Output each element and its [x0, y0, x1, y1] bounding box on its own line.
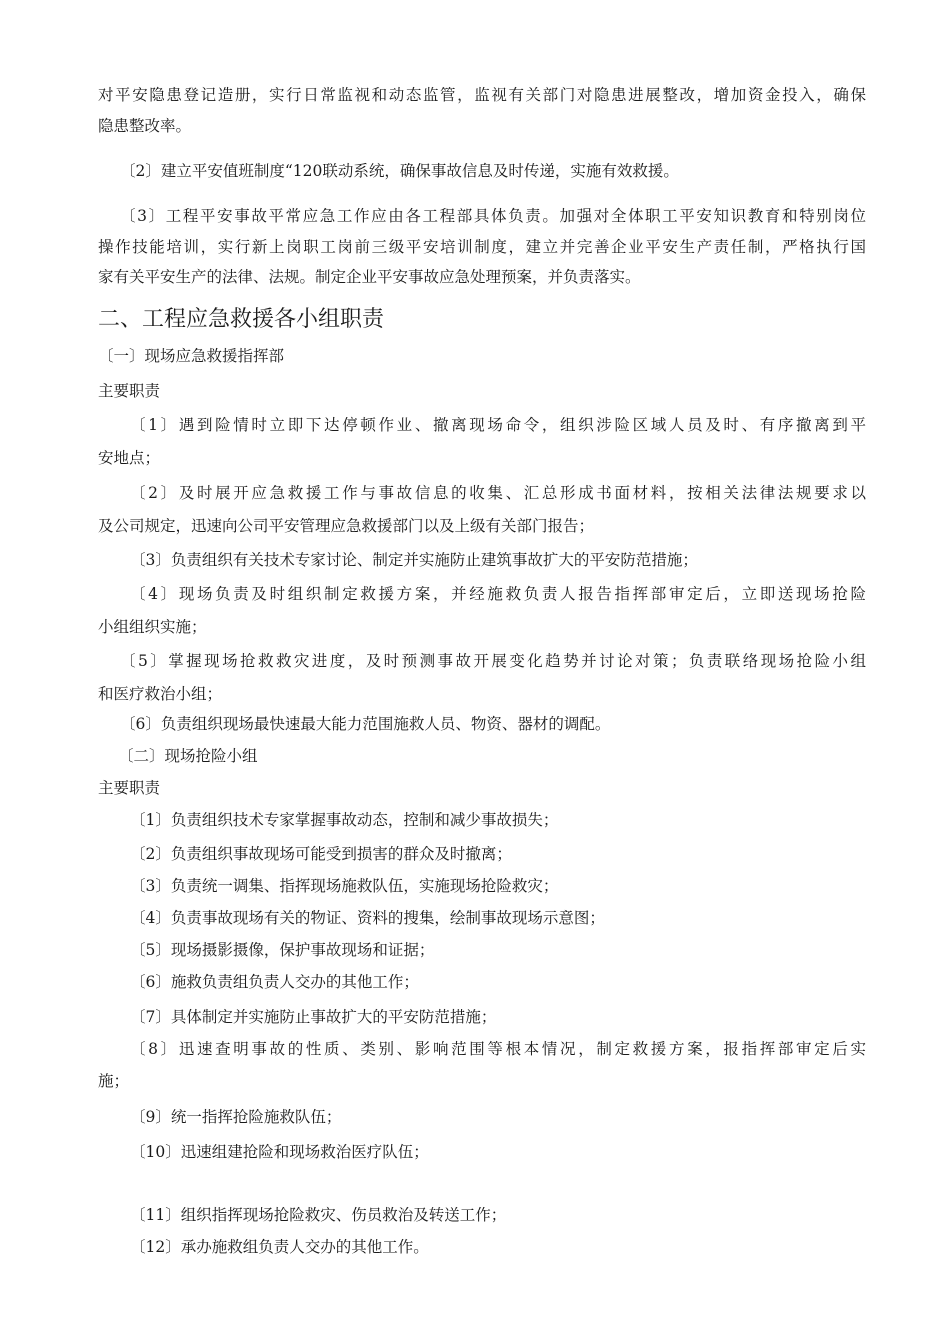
group1-item-5-line-1: 〔5〕掌握现场抢救救灾进度，及时预测事故开展变化趋势并讨论对策；负责联络现场抢险小组 [120, 652, 866, 670]
group1-item-6: 〔6〕负责组织现场最快速最大能力范围施救人员、物资、器材的调配。 [120, 715, 611, 733]
intro-paragraph-2: 〔2〕建立平安值班制度“120联动系统，确保事故信息及时传递，实施有效救援。 [120, 162, 679, 180]
group2-item-8-line-2: 施； [98, 1072, 130, 1090]
intro-paragraph-3-line-3: 家有关平安生产的法律、法规。制定企业平安事故应急处理预案，并负责落实。 [98, 268, 641, 286]
group2-subtitle: 主要职责 [98, 779, 161, 797]
intro-paragraph-1-line-2: 隐患整改率。 [98, 117, 192, 135]
group1-item-2-line-1: 〔2〕及时展开应急救援工作与事故信息的收集、汇总形成书面材料，按相关法律法规要求以 [130, 484, 866, 502]
group2-item-12: 〔12〕承办施救组负责人交办的其他工作。 [130, 1238, 429, 1256]
group2-item-8-line-1: 〔8〕迅速查明事故的性质、类别、影响范围等根本情况，制定救援方案，报指挥部审定后实 [130, 1040, 866, 1058]
group1-subtitle: 主要职责 [98, 382, 161, 400]
group2-item-7: 〔7〕具体制定并实施防止事故扩大的平安防范措施； [130, 1008, 497, 1026]
intro-paragraph-3-line-1: 〔3〕工程平安事故平常应急工作应由各工程部具体负责。加强对全体职工平安知识教育和特别岗位 [120, 207, 866, 225]
group2-item-9: 〔9〕统一指挥抢险施救队伍； [130, 1108, 342, 1126]
group2-item-1: 〔1〕负责组织技术专家掌握事故动态，控制和减少事故损失； [130, 811, 559, 829]
group2-item-10: 〔10〕迅速组建抢险和现场救治医疗队伍； [130, 1143, 429, 1161]
intro-paragraph-1-line-1: 对平安隐患登记造册，实行日常监视和动态监管，监视有关部门对隐患进展整改，增加资金投入，确保 [98, 86, 866, 104]
intro-paragraph-3-line-2: 操作技能培训，实行新上岗职工岗前三级平安培训制度，建立并完善企业平安生产责任制，严格执行国 [98, 238, 866, 256]
group2-item-6: 〔6〕施救负责组负责人交办的其他工作； [130, 973, 419, 991]
group1-item-4-line-2: 小组组织实施； [98, 618, 207, 636]
group2-item-2: 〔2〕负责组织事故现场可能受到损害的群众及时撤离； [130, 845, 512, 863]
group2-title: 〔二〕现场抢险小组 [118, 747, 258, 765]
group1-item-4-line-1: 〔4〕现场负责及时组织制定救援方案，并经施救负责人报告指挥部审定后，立即送现场抢险 [130, 585, 866, 603]
group2-item-4: 〔4〕负责事故现场有关的物证、资料的搜集，绘制事故现场示意图； [130, 909, 605, 927]
group1-item-3: 〔3〕负责组织有关技术专家讨论、制定并实施防止建筑事故扩大的平安防范措施； [130, 551, 698, 569]
group1-item-5-line-2: 和医疗救治小组； [98, 685, 223, 703]
section-heading: 二、工程应急救援各小组职责 [98, 307, 385, 332]
group2-item-3: 〔3〕负责统一调集、指挥现场施救队伍，实施现场抢险救灾； [130, 877, 559, 895]
group1-title: 〔一〕现场应急救援指挥部 [98, 347, 285, 365]
group2-item-5: 〔5〕现场摄影摄像，保护事故现场和证据； [130, 941, 435, 959]
group1-item-2-line-2: 及公司规定，迅速向公司平安管理应急救援部门以及上级有关部门报告； [98, 517, 595, 535]
group2-item-11: 〔11〕组织指挥现场抢险救灾、伤员救治及转送工作； [130, 1206, 507, 1224]
group1-item-1-line-1: 〔1〕遇到险情时立即下达停顿作业、撤离现场命令，组织涉险区域人员及时、有序撤离到平 [130, 416, 866, 434]
group1-item-1-line-2: 安地点； [98, 449, 161, 467]
